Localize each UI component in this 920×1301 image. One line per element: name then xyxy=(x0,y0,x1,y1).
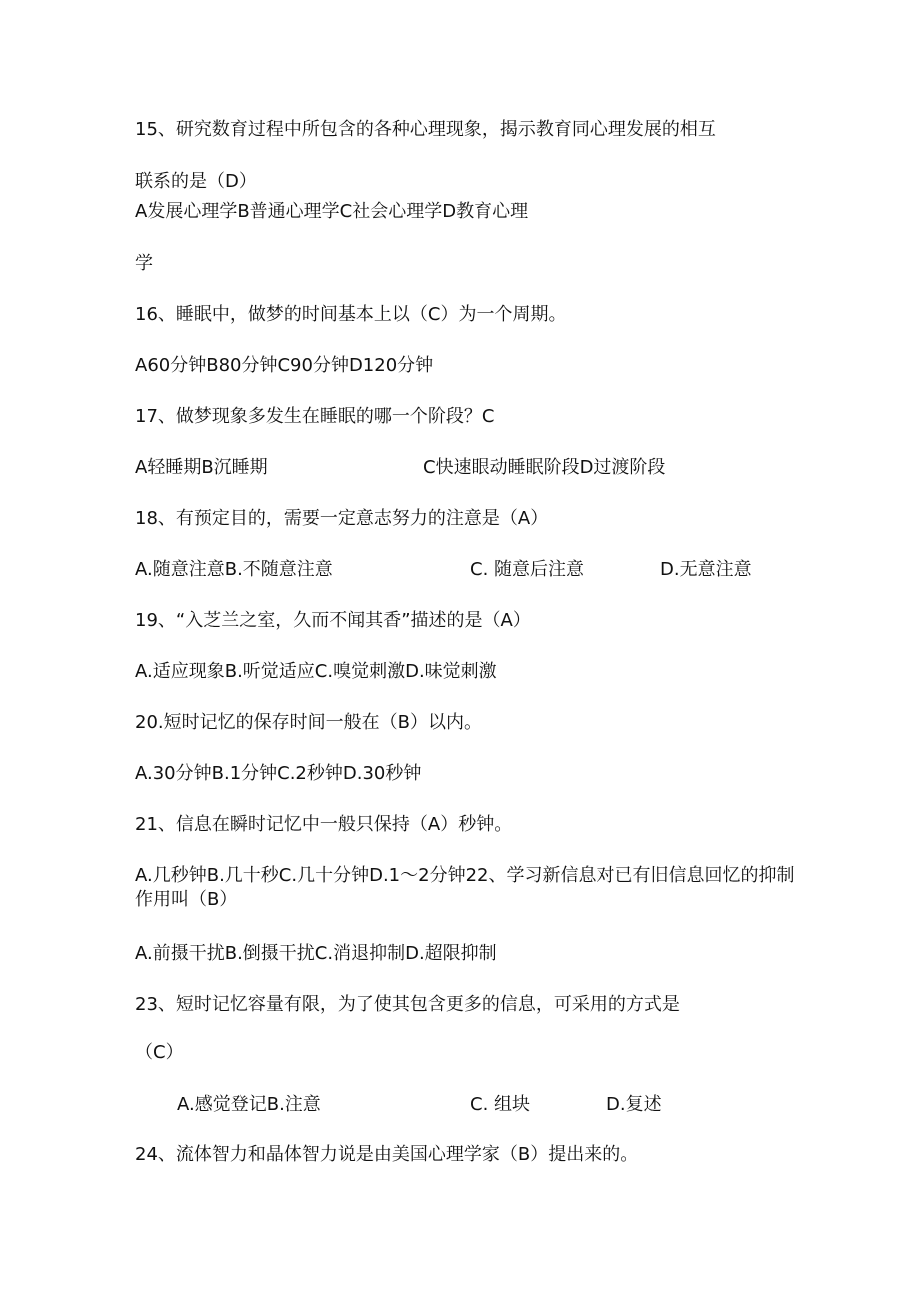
q23-option-c: C. 组块 xyxy=(470,1094,531,1115)
q17-options-ab: A轻睡期B沉睡期 xyxy=(135,457,268,478)
q15-stem-line2: 联系的是（D） xyxy=(135,171,257,192)
q18-option-c: C. 随意后注意 xyxy=(470,559,585,580)
q15-stem-line1: 15、研究数育过程中所包含的各种心理现象，揭示教育同心理发展的相互 xyxy=(135,119,716,140)
q19-stem: 19、“入芝兰之室，久而不闻其香”描述的是（A） xyxy=(135,610,531,631)
q16-stem: 16、睡眠中，做梦的时间基本上以（C）为一个周期。 xyxy=(135,304,567,325)
q24-stem: 24、流体智力和晶体智力说是由美国心理学家（B）提出来的。 xyxy=(135,1144,639,1165)
q16-options: A60分钟B80分钟C90分钟D120分钟 xyxy=(135,355,434,376)
q18-stem: 18、有预定目的，需要一定意志努力的注意是（A） xyxy=(135,508,549,529)
q21-stem: 21、信息在瞬时记忆中一般只保持（A）秒钟。 xyxy=(135,814,513,835)
q22-options: A.前摄干扰B.倒摄干扰C.消退抑制D.超限抑制 xyxy=(135,943,497,964)
q17-options-cd: C快速眼动睡眠阶段D过渡阶段 xyxy=(423,457,666,478)
q19-options: A.适应现象B.听觉适应C.嗅觉刺激D.味觉刺激 xyxy=(135,661,497,682)
q23-stem-line2: （C） xyxy=(135,1042,184,1063)
q18-option-d: D.无意注意 xyxy=(660,559,752,580)
q18-options-ab: A.随意注意B.不随意注意 xyxy=(135,559,333,580)
q23-option-d: D.复述 xyxy=(606,1094,662,1115)
q15-options-line2: 学 xyxy=(135,253,153,274)
q23-options-ab: A.感觉登记B.注意 xyxy=(177,1094,321,1115)
q20-options: A.30分钟B.1分钟C.2秒钟D.30秒钟 xyxy=(135,763,422,784)
q15-options-line1: A发展心理学B普通心理学C社会心理学D教育心理 xyxy=(135,201,529,222)
q20-stem: 20.短时记忆的保存时间一般在（B）以内。 xyxy=(135,712,482,733)
q17-stem: 17、做梦现象多发生在睡眠的哪一个阶段？C xyxy=(135,406,495,427)
q23-stem-line1: 23、短时记忆容量有限，为了使其包含更多的信息，可采用的方式是 xyxy=(135,994,680,1015)
q21-options-q22-stem: A.几秒钟B.几十秒C.几十分钟D.1～2分钟22、学习新信息对已有旧信息回忆的抑制作用叫（B） xyxy=(135,865,795,910)
